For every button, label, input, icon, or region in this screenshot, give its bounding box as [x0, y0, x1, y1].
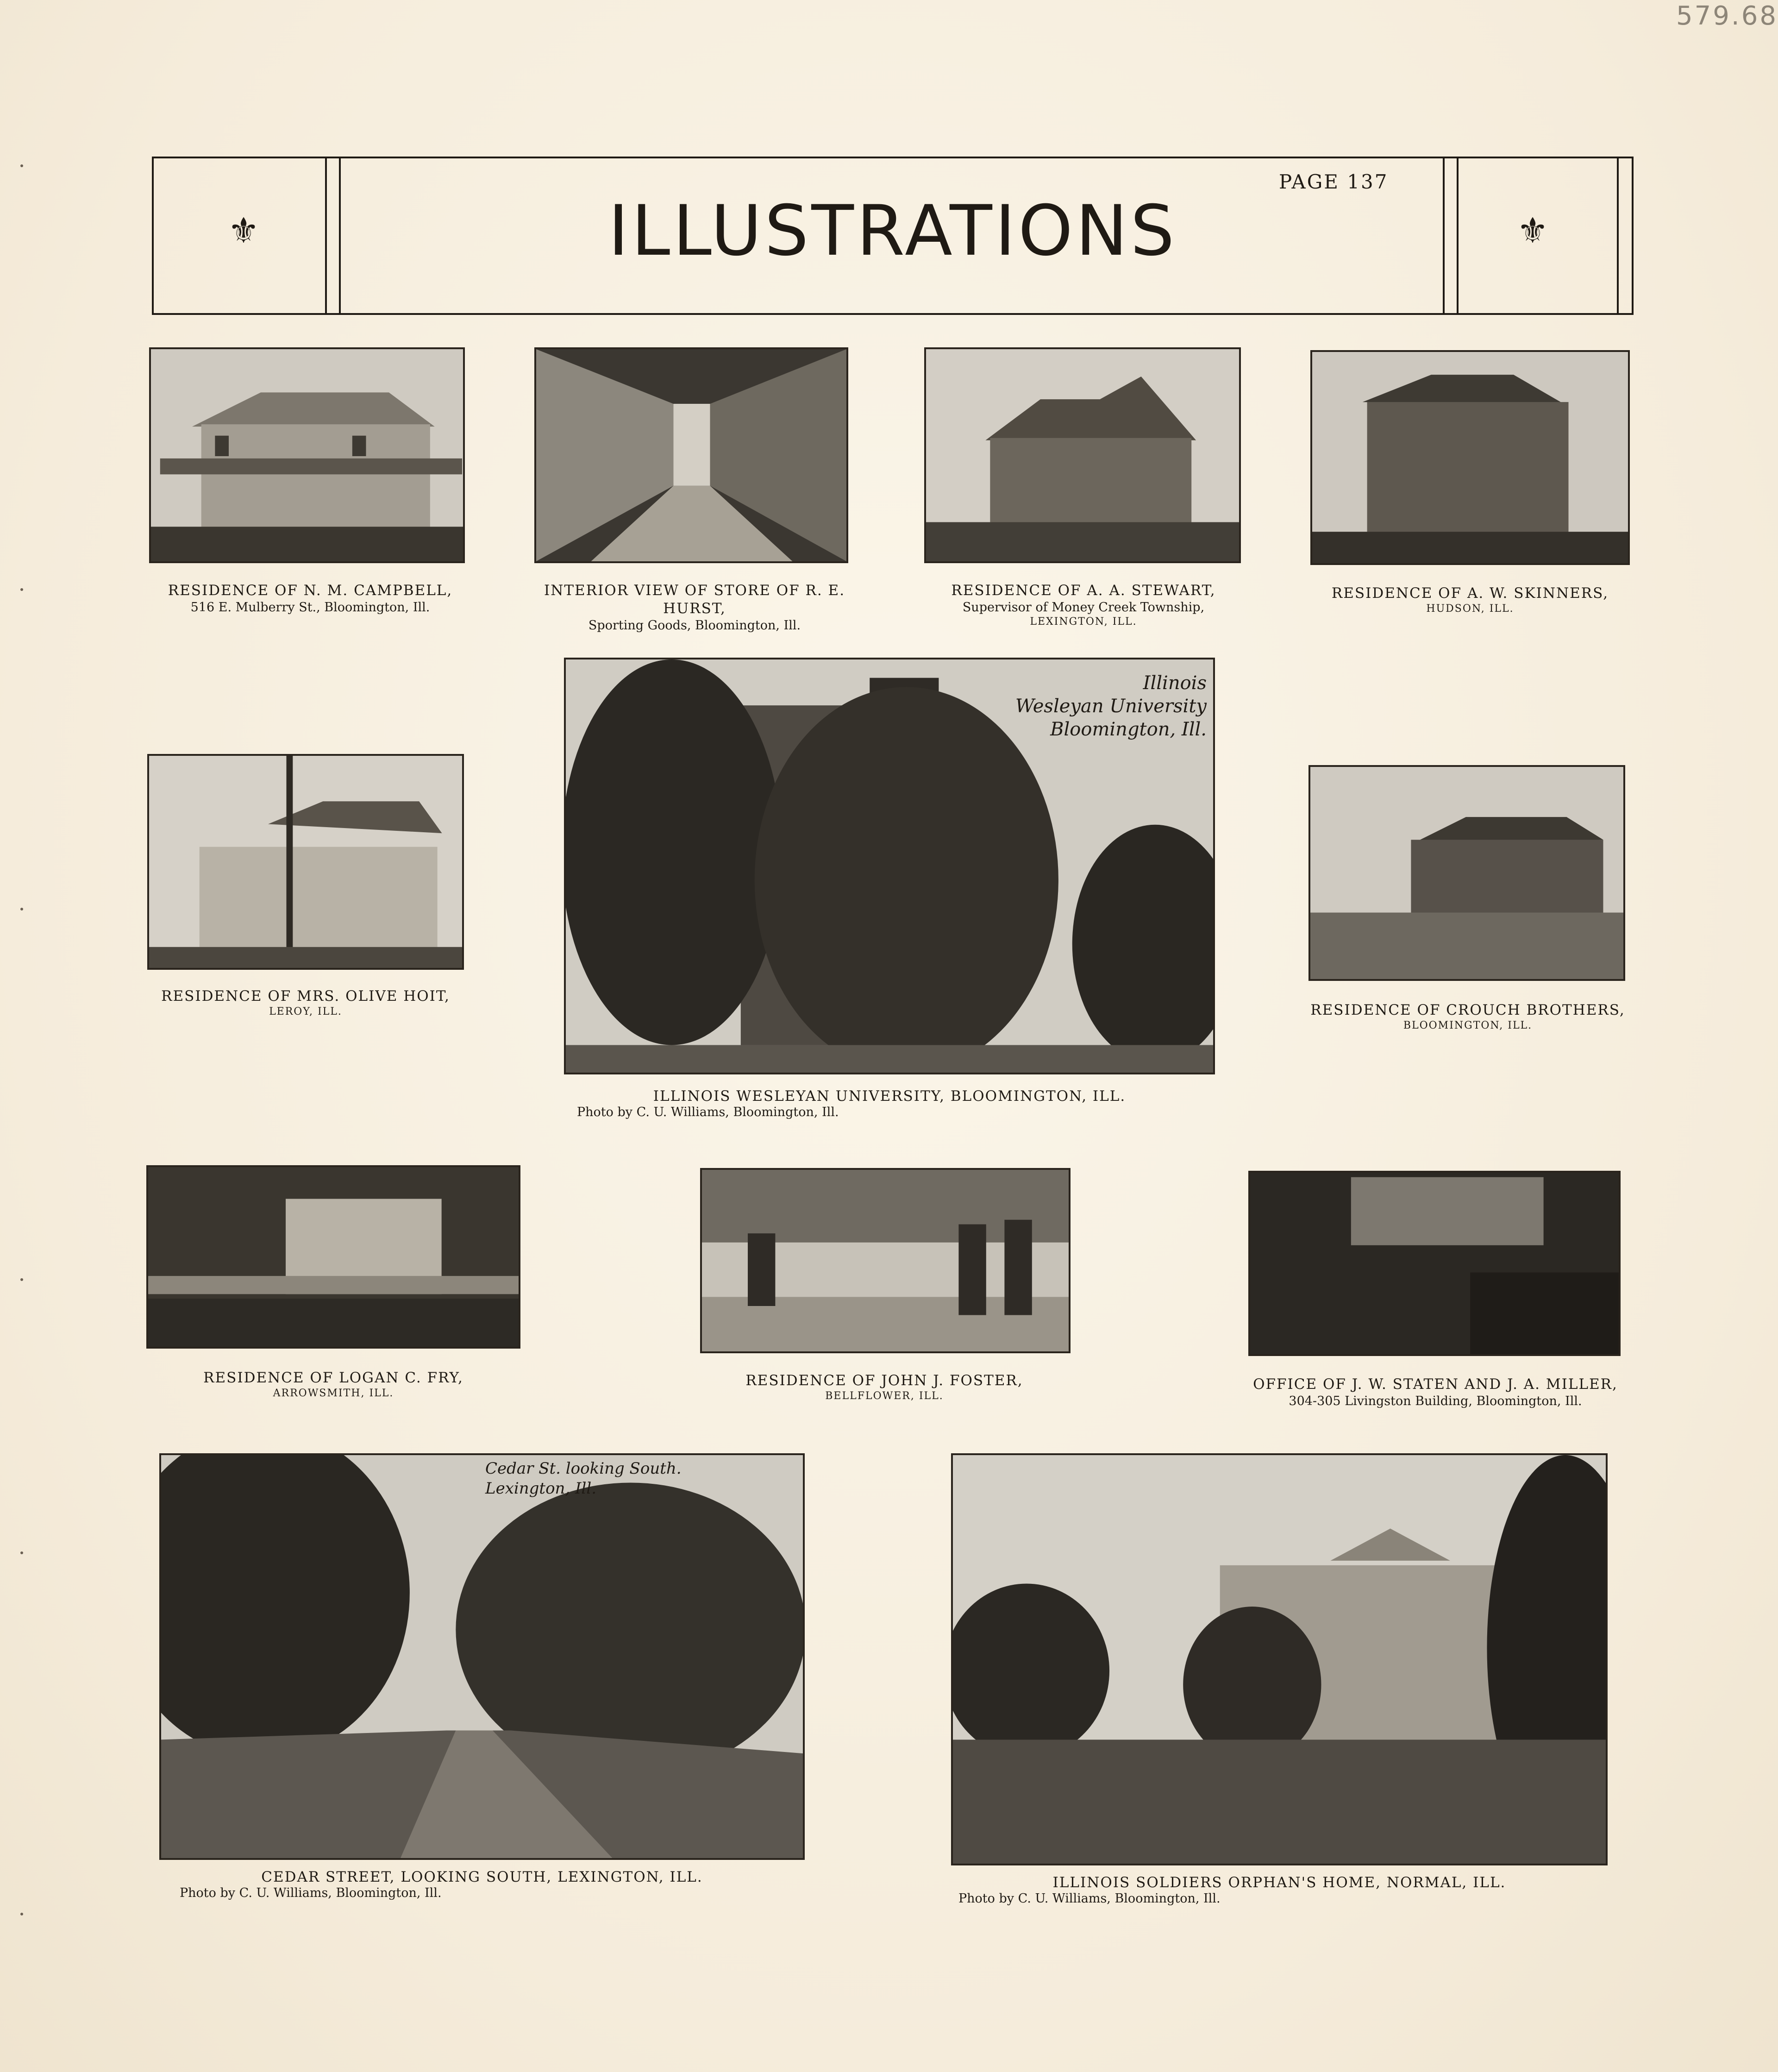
- caption-hoit: RESIDENCE OF MRS. OLIVE HOIT, LEROY, ILL.: [161, 988, 450, 1017]
- margin-mark: [20, 588, 23, 591]
- photo-crouch-residence: [1308, 765, 1625, 981]
- header-frame: [152, 157, 1634, 315]
- photo-credit: Photo by C. U. Williams, Bloomington, Ill.: [958, 1891, 1221, 1906]
- caption-stewart: RESIDENCE OF A. A. STEWART, Supervisor of Money Creek Township, LEXINGTON, ILL.: [951, 582, 1216, 628]
- photo-orphans-home: [951, 1453, 1608, 1865]
- margin-mark: [20, 1278, 23, 1281]
- photo-inscription: Illinois Wesleyan University Bloomington, Ill.: [1015, 672, 1207, 740]
- photo-hoit-residence: [147, 754, 464, 970]
- photo-credit: Photo by C. U. Williams, Bloomington, Ill.: [180, 1886, 442, 1900]
- photo-skinners-residence: [1310, 350, 1630, 565]
- photo-fry-residence: [146, 1165, 520, 1349]
- caption-cedar: CEDAR STREET, LOOKING SOUTH, LEXINGTON, ILL.: [261, 1869, 703, 1885]
- page-title: ILLUSTRATIONS: [608, 191, 1177, 271]
- caption-crouch: RESIDENCE OF CROUCH BROTHERS, BLOOMINGTON, ILL.: [1310, 1002, 1625, 1031]
- caption-skinners: RESIDENCE OF A. W. SKINNERS, HUDSON, ILL.: [1331, 585, 1609, 615]
- caption-fry: RESIDENCE OF LOGAN C. FRY, ARROWSMITH, ILL.: [203, 1369, 463, 1399]
- photo-credit: Photo by C. U. Williams, Bloomington, Ill.: [577, 1105, 839, 1119]
- page-number: PAGE 137: [1279, 170, 1389, 193]
- caption-staten-miller: OFFICE OF J. W. STATEN AND J. A. MILLER, 304-305 Livingston Building, Bloomington, Ill.: [1253, 1376, 1618, 1408]
- photo-cedar-street: [159, 1453, 805, 1860]
- caption-hurst: INTERIOR VIEW OF STORE OF R. E. HURST, Sporting Goods, Bloomington, Ill.: [544, 582, 845, 633]
- photo-foster-residence: [700, 1168, 1071, 1353]
- caption-campbell: RESIDENCE OF N. M. CAMPBELL, 516 E. Mulberry St., Bloomington, Ill.: [168, 582, 453, 615]
- caption-foster: RESIDENCE OF JOHN J. FOSTER, BELLFLOWER, ILL.: [745, 1372, 1023, 1402]
- margin-mark: [20, 1551, 23, 1554]
- photo-inscription: Cedar St. looking South. Lexington, Ill.: [485, 1459, 682, 1498]
- fleur-de-lis-icon: ⚜: [228, 210, 260, 251]
- photo-hurst-store-interior: [534, 347, 848, 563]
- photo-campbell-residence: [149, 347, 465, 563]
- margin-mark: [20, 908, 23, 910]
- fleur-de-lis-icon: ⚜: [1517, 210, 1549, 251]
- photo-wesleyan-university: [564, 658, 1215, 1074]
- margin-mark: [20, 164, 23, 167]
- photo-staten-miller-office: [1248, 1171, 1621, 1356]
- caption-orphans-home: ILLINOIS SOLDIERS ORPHAN'S HOME, NORMAL, ILL.: [1052, 1874, 1506, 1891]
- caption-wesleyan: ILLINOIS WESLEYAN UNIVERSITY, BLOOMINGTON, ILL.: [653, 1088, 1126, 1105]
- margin-mark: [20, 1913, 23, 1915]
- photo-stewart-residence: [924, 347, 1241, 563]
- catalog-number: 579.68: [1676, 1, 1778, 31]
